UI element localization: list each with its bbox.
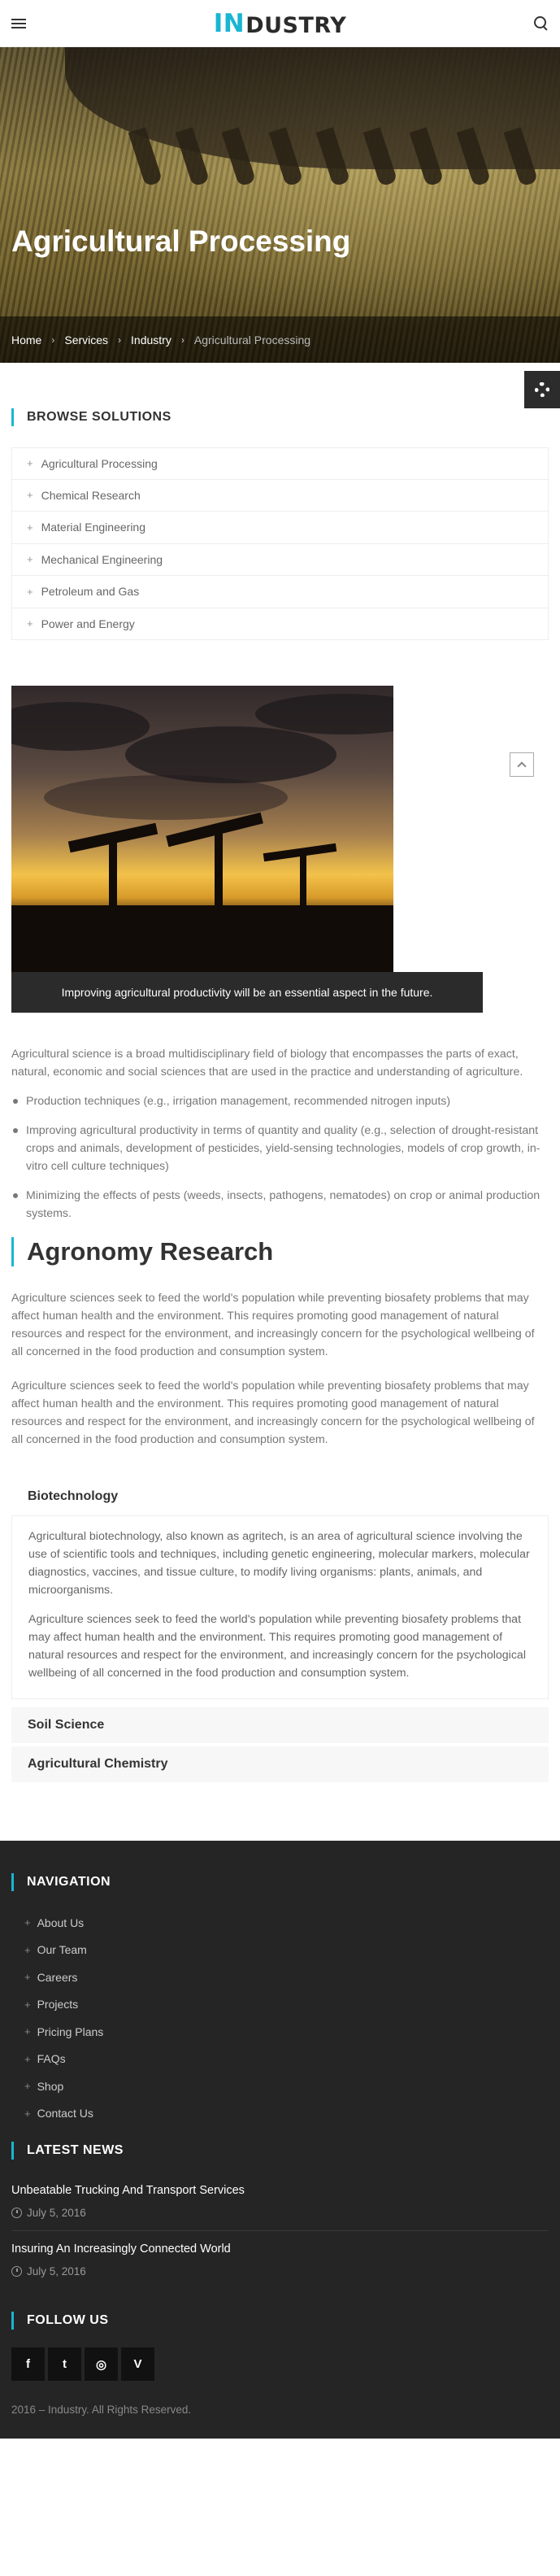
accordion (11, 1478, 549, 1782)
plus-icon: + (24, 1998, 31, 2011)
plus-icon: + (27, 553, 33, 566)
footer-nav (11, 1909, 549, 2127)
plus-icon: + (24, 2025, 31, 2038)
breadcrumb-services[interactable]: Services (64, 333, 109, 347)
solution-item[interactable]: + Power and Energy (11, 608, 549, 641)
plus-icon: + (24, 2080, 31, 2093)
news-date: July 5, 2016 (27, 2207, 86, 2219)
plus-icon: + (24, 1916, 31, 1929)
featured-media (11, 686, 433, 1013)
news-title[interactable]: Insuring An Increasingly Connected World (11, 2243, 231, 2256)
plus-icon: + (27, 457, 33, 470)
panel-paragraph: Agricultural biotechnology, also known as agritech, is an area of agricultural science involving the use of scientific tools and techniques, including genetic engineering, molecular markers, molecular diagnostics, vaccines, and tissue culture, to modify living organisms: plants, animals, and microorganisms. (28, 1530, 530, 1597)
intro-paragraph: Agricultural science is a broad multidisciplinary field of biology that encompasses the parts of exact, natural, economic and social sciences that are used in the practice and understanding of agriculture. (11, 1048, 523, 1079)
accordion-header-soil-science[interactable]: Soil Science (11, 1707, 549, 1743)
news-item (11, 2231, 549, 2289)
section-title: Agronomy Research (11, 1237, 549, 1266)
chevron-up-icon (517, 761, 526, 770)
footer-nav-item[interactable]: + Pricing Plans (24, 2025, 104, 2038)
accordion-panel (11, 1515, 549, 1699)
twitter-icon[interactable]: t (48, 2347, 81, 2381)
breadcrumb-current: Agricultural Processing (193, 333, 311, 347)
navigation-title: NAVIGATION (11, 1873, 549, 1891)
clock-icon (11, 2208, 22, 2218)
oil-pump-sunset-image (11, 686, 393, 972)
body-paragraph: Agriculture sciences seek to feed the world's population while preventing biosafety problems that may affect human health and the environment. This requires promoting good management of natural resources and respect for the environment, and increasingly concern for the psychological wellbeing of all concerned in the food production and consumption system. (11, 1292, 535, 1358)
chevron-right-icon: › (51, 333, 55, 346)
solution-item[interactable]: + Mechanical Engineering (11, 544, 549, 577)
logo-text: DUSTRY (245, 12, 347, 38)
chevron-right-icon: › (118, 333, 122, 346)
news-title[interactable]: Unbeatable Trucking And Transport Services (11, 2184, 245, 2197)
plus-icon: + (27, 617, 33, 630)
breadcrumb-home[interactable]: Home (11, 333, 42, 347)
copyright-text: 2016 – Industry. All Rights Reserved. (11, 2404, 192, 2416)
footer-nav-item[interactable]: + Our Team (24, 1943, 87, 1957)
list-item: Production techniques (e.g., irrigation management, recommended nitrogen inputs) (11, 1092, 549, 1110)
plus-icon: + (24, 2107, 31, 2120)
focus-list (11, 1092, 549, 1223)
latest-news-title: LATEST NEWS (11, 2142, 549, 2160)
site-footer (0, 1841, 560, 2439)
body-paragraph: Agriculture sciences seek to feed the world's population while preventing biosafety problems that may affect human health and the environment. This requires promoting good management of natural resources and respect for the environment, and increasingly concern for the psychological wellbeing of all concerned in the food production and consumption system. (11, 1380, 535, 1446)
news-list (11, 2173, 549, 2289)
accordion-header-agricultural-chemistry[interactable]: Agricultural Chemistry (11, 1746, 549, 1782)
footer-nav-item[interactable]: + Projects (24, 1998, 79, 2012)
news-date: July 5, 2016 (27, 2265, 86, 2277)
page-title: Agricultural Processing (11, 224, 351, 258)
plus-icon: + (24, 2052, 31, 2065)
solution-item[interactable]: + Agricultural Processing (11, 447, 549, 480)
footer-nav-item[interactable]: + FAQs (24, 2052, 66, 2066)
plus-icon: + (24, 1943, 31, 1956)
panel-paragraph: Agriculture sciences seek to feed the world's population while preventing biosafety problems that may affect human health and the environment. This requires promoting good management of natural resources and respect for the environment, and increasingly concern for the psychological wellbeing of all concerned in the food production and consumption system. (28, 1613, 526, 1680)
footer-nav-item[interactable]: + Shop (24, 2079, 64, 2093)
chevron-right-icon: › (180, 333, 184, 346)
top-bar (0, 0, 560, 47)
plus-icon: + (27, 521, 33, 534)
logo-mark: IN (213, 8, 245, 38)
vine-icon[interactable]: V (121, 2347, 154, 2381)
plus-icon: + (27, 489, 33, 502)
menu-icon[interactable] (11, 19, 26, 28)
list-item: Improving agricultural productivity in terms of quantity and quality (e.g., selection of drought-resistant crops and animals, development of pesticides, yield-sensing technologies, models of crop growth, in-vitro cell culture techniques) (11, 1122, 549, 1175)
plus-icon: + (27, 585, 33, 598)
breadcrumb (0, 316, 560, 363)
list-item: Minimizing the effects of pests (weeds, insects, pathogens, nematodes) on crop or animal production systems. (11, 1187, 549, 1223)
breadcrumb-industry[interactable]: Industry (131, 333, 171, 347)
footer-nav-item[interactable]: + Careers (24, 1970, 78, 1984)
solutions-list (11, 447, 549, 640)
clock-icon (11, 2266, 22, 2277)
solution-item[interactable]: + Petroleum and Gas (11, 576, 549, 608)
facebook-icon[interactable]: f (11, 2347, 45, 2381)
footer-nav-item[interactable]: + Contact Us (24, 2107, 93, 2121)
plus-icon: + (24, 1971, 31, 1984)
scroll-top-button[interactable] (510, 752, 534, 777)
gear-icon (535, 382, 549, 397)
settings-button[interactable] (524, 371, 560, 408)
solution-item[interactable]: + Chemical Research (11, 480, 549, 512)
social-links (11, 2347, 549, 2381)
browse-solutions-title: BROWSE SOLUTIONS (11, 408, 549, 426)
hero-banner (0, 47, 560, 363)
footer-nav-item[interactable]: + About Us (24, 1916, 85, 1929)
site-logo[interactable] (214, 9, 347, 38)
instagram-icon[interactable]: ◎ (85, 2347, 118, 2381)
solution-item[interactable]: + Material Engineering (11, 512, 549, 544)
follow-us-title: FOLLOW US (11, 2312, 549, 2330)
accordion-header-biotechnology[interactable]: Biotechnology (11, 1478, 549, 1515)
search-icon[interactable] (534, 16, 549, 31)
news-item (11, 2173, 549, 2231)
image-caption: Improving agricultural productivity will be an essential aspect in the future. (11, 972, 483, 1013)
